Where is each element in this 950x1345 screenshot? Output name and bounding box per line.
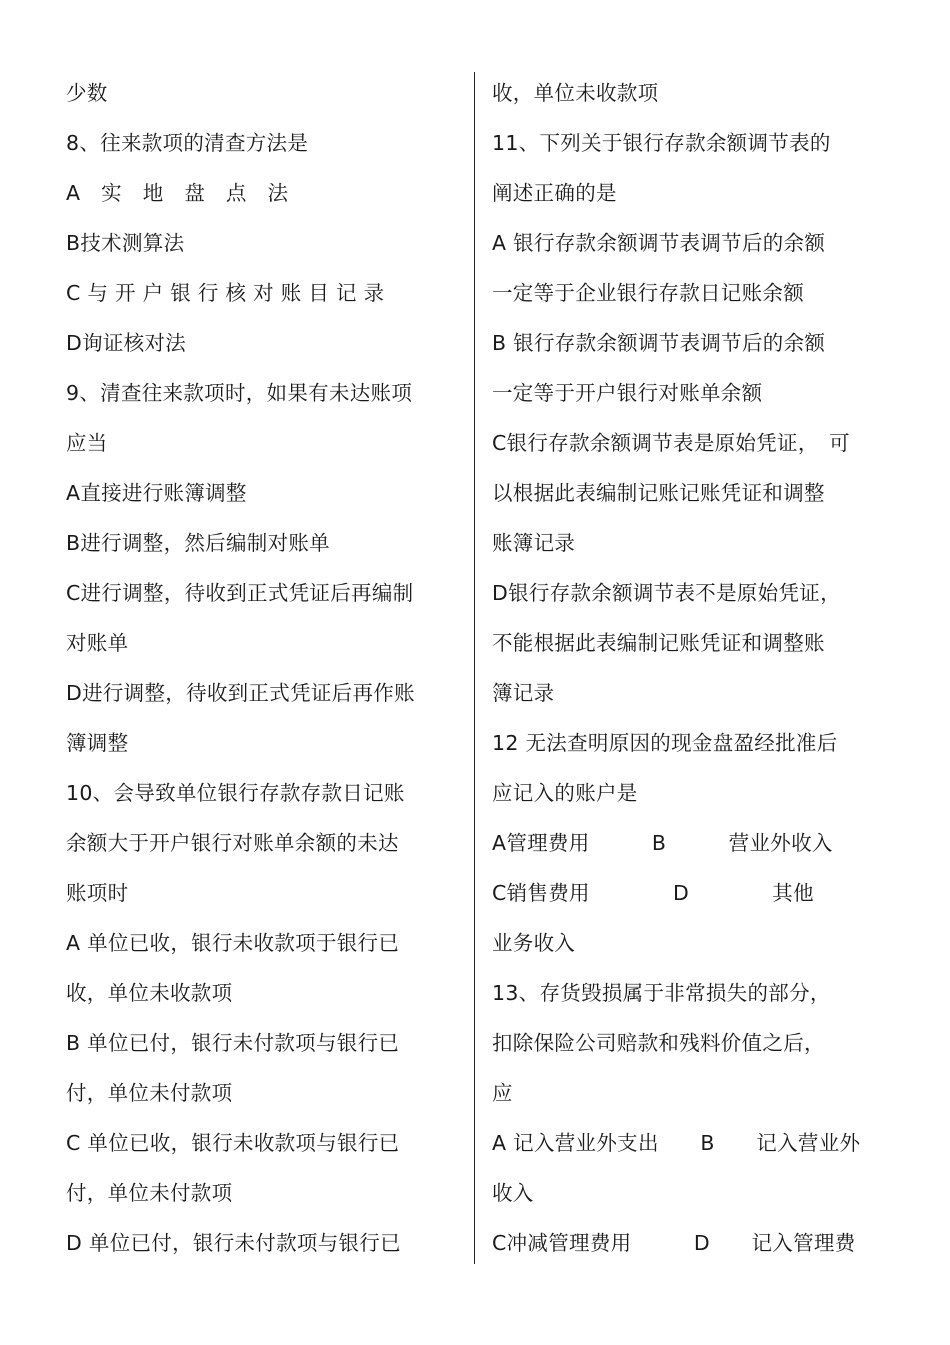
text-line: 簿记录 (492, 681, 555, 705)
option-a-line: A 实 地 盘 点 法 (66, 181, 289, 205)
text-line: 业务收入 (492, 931, 576, 955)
text-line: 账簿记录 (492, 531, 576, 555)
text-line: 账项时 (66, 881, 129, 905)
text-line: 对账单 (66, 631, 129, 655)
text-line: 簿调整 (66, 731, 129, 755)
option-a-line: A 单位已收，银行未收款项于银行已 (66, 931, 400, 955)
option-d-line: D询证核对法 (66, 331, 187, 355)
text-line: 付，单位未付款项 (66, 1181, 233, 1205)
option-b-line: B 单位已付，银行未付款项与银行已 (66, 1031, 400, 1055)
text-line: 应记入的账户是 (492, 781, 638, 805)
question-8: 8、往来款项的清查方法是 (66, 131, 309, 155)
question-12: 12 无法查明原因的现金盘盈经批准后 (492, 731, 838, 755)
text-line: 一定等于开户银行对账单余额 (492, 381, 763, 405)
text-line: 一定等于企业银行存款日记账余额 (492, 281, 804, 305)
options-cd-line: C冲减管理费用 D 记入管理费 (492, 1231, 856, 1255)
left-column (66, 68, 458, 1268)
option-b-line: B技术测算法 (66, 231, 185, 255)
text-line: 阐述正确的是 (492, 181, 617, 205)
option-d-line: D 单位已付，银行未付款项与银行已 (66, 1231, 401, 1255)
option-c-line: C进行调整，待收到正式凭证后再编制 (66, 581, 414, 605)
text-line: 收，单位未收款项 (492, 81, 659, 105)
text-line: 扣除保险公司赔款和残料价值之后， (492, 1031, 825, 1055)
right-column (492, 68, 880, 1268)
question-13: 13、存货毁损属于非常损失的部分， (492, 981, 831, 1005)
options-ab-line: A管理费用 B 营业外收入 (492, 831, 833, 855)
option-d-line: D进行调整，待收到正式凭证后再作账 (66, 681, 415, 705)
text-line: 应当 (66, 431, 108, 455)
text-line: 收入 (492, 1181, 534, 1205)
text-line: 付，单位未付款项 (66, 1081, 233, 1105)
question-11: 11、下列关于银行存款余额调节表的 (492, 131, 831, 155)
option-c-line: C 与 开 户 银 行 核 对 账 目 记 录 (66, 281, 385, 305)
text-line: 少数 (66, 81, 108, 105)
text-line: 收，单位未收款项 (66, 981, 233, 1005)
question-10: 10、会导致单位银行存款存款日记账 (66, 781, 405, 805)
option-c-line: C 单位已收，银行未收款项与银行已 (66, 1131, 400, 1155)
options-ab-line: A 记入营业外支出 B 记入营业外 (492, 1131, 861, 1155)
option-c-line: C银行存款余额调节表是原始凭证， 可 (492, 431, 850, 455)
text-line: 应 (492, 1081, 513, 1105)
text-line: 不能根据此表编制记账凭证和调整账 (492, 631, 825, 655)
options-cd-line: C销售费用 D 其他 (492, 881, 814, 905)
text-line: 余额大于开户银行对账单余额的未达 (66, 831, 399, 855)
question-9: 9、清查往来款项时，如果有未达账项 (66, 381, 413, 405)
column-divider (474, 72, 475, 1264)
option-d-line: D银行存款余额调节表不是原始凭证， (492, 581, 841, 605)
option-b-line: B 银行存款余额调节表调节后的余额 (492, 331, 826, 355)
option-a-line: A直接进行账簿调整 (66, 481, 247, 505)
text-line: 以根据此表编制记账记账凭证和调整 (492, 481, 825, 505)
option-a-line: A 银行存款余额调节表调节后的余额 (492, 231, 826, 255)
option-b-line: B进行调整，然后编制对账单 (66, 531, 330, 555)
